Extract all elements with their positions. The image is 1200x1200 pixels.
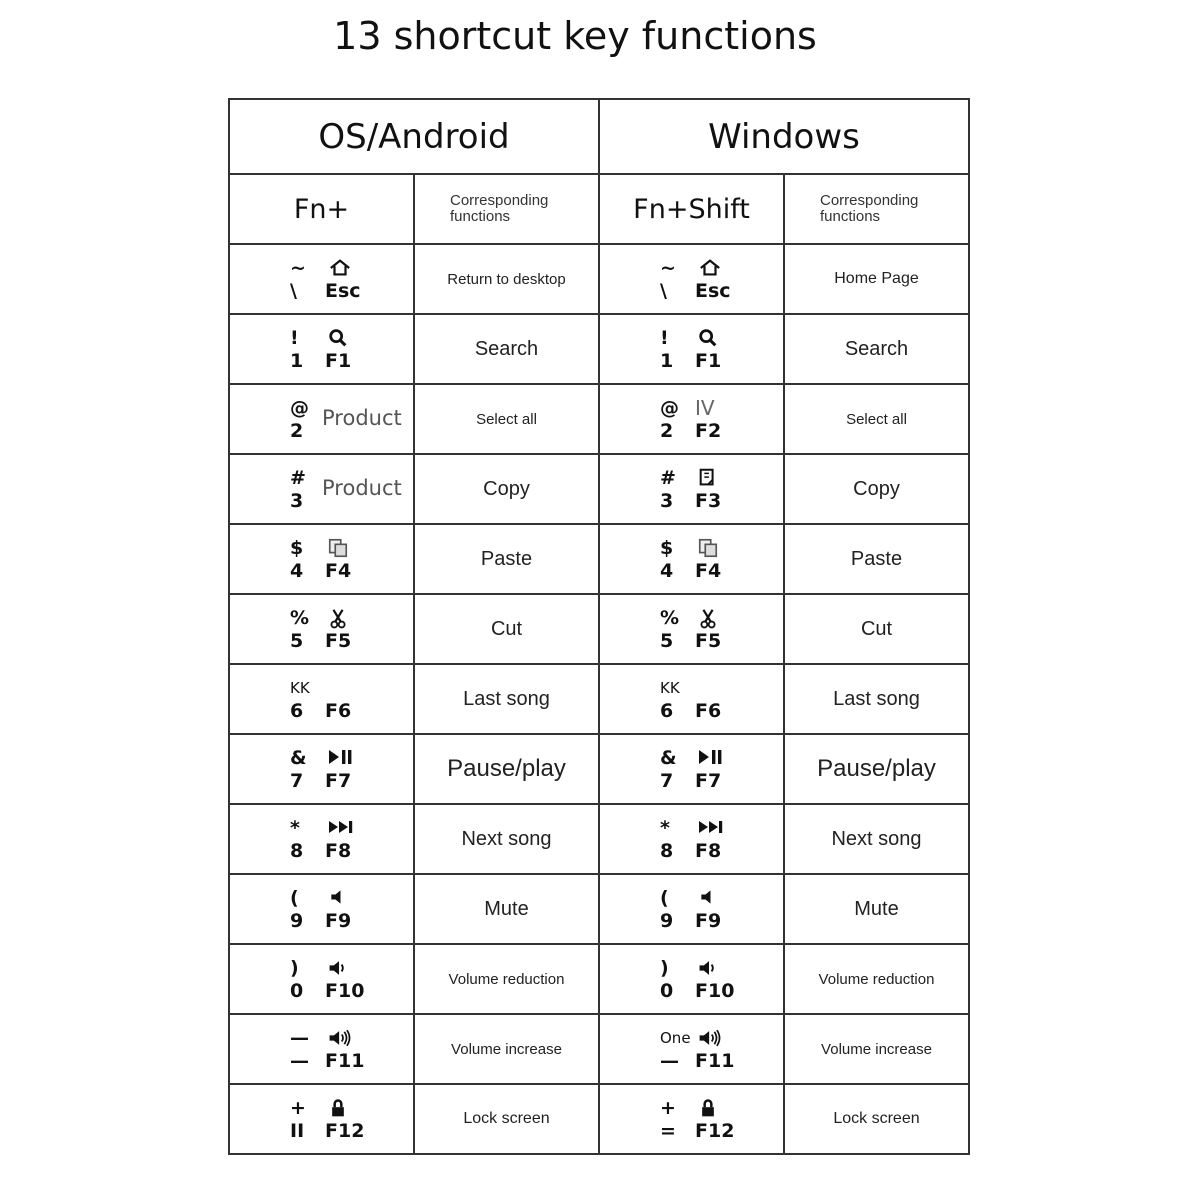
right-function-cell: Last song	[784, 664, 969, 734]
table-row	[229, 454, 969, 524]
right-key-cell	[599, 944, 784, 1014]
right-key-cell	[599, 874, 784, 944]
scissors-icon	[327, 607, 349, 629]
left-key-cell	[229, 734, 414, 804]
key-top-symbol: ~	[290, 257, 306, 279]
left-key-cell	[229, 244, 414, 314]
function-key-label: F8	[695, 840, 722, 862]
right-function-cell: Copy	[784, 454, 969, 524]
key-bottom-symbol: 3	[290, 490, 304, 512]
function-key-label: F3	[695, 490, 722, 512]
next-track-icon	[697, 817, 719, 839]
function-key-label: F11	[325, 1050, 365, 1072]
key-bottom-symbol: 6	[290, 700, 304, 722]
key-bottom-symbol: 8	[290, 840, 304, 862]
mute-icon	[327, 887, 349, 909]
function-key-label: F5	[325, 630, 352, 652]
key-bottom-symbol: 5	[290, 630, 304, 652]
left-key-cell	[229, 664, 414, 734]
table-row	[229, 1014, 969, 1084]
right-function-cell: Select all	[784, 384, 969, 454]
left-key-cell	[229, 804, 414, 874]
right-function-cell: Lock screen	[784, 1084, 969, 1154]
table-row	[229, 384, 969, 454]
copy-icon	[697, 467, 719, 489]
scissors-icon	[697, 607, 719, 629]
page-title: 13 shortcut key functions	[333, 14, 817, 58]
lock-icon	[327, 1097, 349, 1119]
right-function-cell: Next song	[784, 804, 969, 874]
key-bottom-symbol: 4	[290, 560, 304, 582]
right-key-cell	[599, 384, 784, 454]
right-key-cell	[599, 1014, 784, 1084]
left-function-cell: Volume reduction	[414, 944, 599, 1014]
play-pause-icon	[327, 747, 349, 769]
left-function-cell: Copy	[414, 454, 599, 524]
key-bottom-symbol: 9	[290, 910, 304, 932]
left-key-cell	[229, 1014, 414, 1084]
function-key-label: F9	[325, 910, 352, 932]
function-key-label: Esc	[325, 280, 361, 302]
left-function-cell: Volume increase	[414, 1014, 599, 1084]
volume-up-icon	[327, 1027, 349, 1049]
key-top-symbol: @	[290, 397, 309, 419]
key-top-symbol: #	[290, 467, 306, 489]
left-function-cell: Next song	[414, 804, 599, 874]
functions-column-header: Corresponding functions	[414, 174, 599, 244]
key-top-symbol: %	[660, 607, 680, 629]
left-function-cell: Select all	[414, 384, 599, 454]
left-key-cell	[229, 874, 414, 944]
left-function-cell: Last song	[414, 664, 599, 734]
left-key-cell	[229, 524, 414, 594]
function-key-label: F4	[695, 560, 722, 582]
table-row	[229, 314, 969, 384]
left-function-cell: Pause/play	[414, 734, 599, 804]
key-top-symbol: KK	[290, 679, 310, 697]
lock-icon	[697, 1097, 719, 1119]
volume-down-icon	[697, 957, 719, 979]
play-pause-icon	[697, 747, 719, 769]
fn-column-header: Fn+	[229, 174, 414, 244]
function-key-label: F11	[695, 1050, 735, 1072]
key-top-right-label: IV	[695, 396, 715, 420]
function-key-label: F12	[325, 1120, 365, 1142]
right-key-cell	[599, 594, 784, 664]
key-top-symbol: !	[660, 327, 669, 349]
key-top-symbol: &	[290, 747, 307, 769]
key-top-symbol: (	[290, 887, 299, 909]
left-function-cell: Return to desktop	[414, 244, 599, 314]
volume-down-icon	[327, 957, 349, 979]
search-icon	[327, 327, 349, 349]
key-top-symbol: ~	[660, 257, 676, 279]
table-row	[229, 594, 969, 664]
key-bottom-symbol: 3	[660, 490, 674, 512]
function-key-label: F8	[325, 840, 352, 862]
key-top-symbol: +	[290, 1097, 306, 1119]
function-key-label: F10	[325, 980, 365, 1002]
right-key-cell	[599, 1084, 784, 1154]
right-function-cell: Cut	[784, 594, 969, 664]
function-key-label: F9	[695, 910, 722, 932]
left-key-cell	[229, 944, 414, 1014]
right-function-cell: Paste	[784, 524, 969, 594]
volume-up-icon	[697, 1027, 719, 1049]
table-row	[229, 524, 969, 594]
fn-shift-column-header: Fn+Shift	[599, 174, 784, 244]
left-function-cell: Lock screen	[414, 1084, 599, 1154]
right-key-cell	[599, 314, 784, 384]
paste-icon	[697, 537, 719, 559]
left-key-cell	[229, 314, 414, 384]
table-row	[229, 874, 969, 944]
key-bottom-symbol: 5	[660, 630, 674, 652]
key-bottom-symbol: 4	[660, 560, 674, 582]
key-top-symbol: —	[290, 1027, 309, 1049]
windows-header: Windows	[599, 99, 969, 174]
paste-icon	[327, 537, 349, 559]
mute-icon	[697, 887, 719, 909]
right-key-cell	[599, 804, 784, 874]
key-bottom-symbol: 2	[660, 420, 674, 442]
shortcut-table	[228, 98, 970, 1155]
key-top-symbol: @	[660, 397, 679, 419]
function-key-label: F1	[695, 350, 722, 372]
left-key-cell	[229, 1084, 414, 1154]
key-bottom-symbol: =	[660, 1120, 676, 1142]
right-key-cell	[599, 524, 784, 594]
key-top-symbol: )	[660, 957, 669, 979]
key-bottom-symbol: 0	[660, 980, 674, 1002]
right-key-cell	[599, 454, 784, 524]
function-key-label: F6	[695, 700, 722, 722]
right-function-cell: Mute	[784, 874, 969, 944]
key-bottom-symbol: 8	[660, 840, 674, 862]
key-bottom-symbol: 1	[290, 350, 304, 372]
function-key-label: F12	[695, 1120, 735, 1142]
key-top-symbol: (	[660, 887, 669, 909]
home-icon	[697, 257, 719, 279]
table-row	[229, 944, 969, 1014]
right-key-cell	[599, 734, 784, 804]
search-icon	[697, 327, 719, 349]
function-key-label: F4	[325, 560, 352, 582]
function-key-label: F1	[325, 350, 352, 372]
key-top-symbol: $	[290, 537, 304, 559]
functions-column-header: Corresponding functions	[784, 174, 969, 244]
table-row	[229, 244, 969, 314]
key-bottom-symbol: —	[660, 1050, 679, 1072]
key-bottom-symbol: \	[290, 280, 297, 302]
key-product-label: Product	[322, 406, 402, 430]
key-top-symbol: #	[660, 467, 676, 489]
left-function-cell: Search	[414, 314, 599, 384]
function-key-label: F5	[695, 630, 722, 652]
key-bottom-symbol: 7	[290, 770, 304, 792]
left-key-cell	[229, 454, 414, 524]
left-function-cell: Paste	[414, 524, 599, 594]
key-bottom-symbol: 2	[290, 420, 304, 442]
left-function-cell: Cut	[414, 594, 599, 664]
key-bottom-symbol: 6	[660, 700, 674, 722]
function-key-label: F2	[695, 420, 722, 442]
function-key-label: Esc	[695, 280, 731, 302]
key-bottom-symbol: II	[290, 1120, 305, 1142]
key-bottom-symbol: —	[290, 1050, 309, 1072]
right-function-cell: Home Page	[784, 244, 969, 314]
left-function-cell: Mute	[414, 874, 599, 944]
right-key-cell	[599, 244, 784, 314]
right-function-cell: Volume reduction	[784, 944, 969, 1014]
key-top-symbol: *	[660, 817, 670, 839]
key-top-symbol: *	[290, 817, 300, 839]
function-key-label: F10	[695, 980, 735, 1002]
key-top-symbol: !	[290, 327, 299, 349]
key-top-symbol: %	[290, 607, 310, 629]
table-row	[229, 664, 969, 734]
table-row	[229, 1084, 969, 1154]
table-row	[229, 804, 969, 874]
key-bottom-symbol: 1	[660, 350, 674, 372]
os-android-header: OS/Android	[229, 99, 599, 174]
key-bottom-symbol: \	[660, 280, 667, 302]
key-top-symbol: One	[660, 1029, 691, 1047]
function-key-label: F7	[695, 770, 722, 792]
key-product-label: Product	[322, 476, 402, 500]
key-bottom-symbol: 9	[660, 910, 674, 932]
table-row	[229, 734, 969, 804]
home-icon	[327, 257, 349, 279]
left-key-cell	[229, 384, 414, 454]
key-top-symbol: )	[290, 957, 299, 979]
right-key-cell	[599, 664, 784, 734]
right-function-cell: Pause/play	[784, 734, 969, 804]
key-bottom-symbol: 0	[290, 980, 304, 1002]
key-top-symbol: KK	[660, 679, 680, 697]
key-top-symbol: &	[660, 747, 677, 769]
key-bottom-symbol: 7	[660, 770, 674, 792]
right-function-cell: Search	[784, 314, 969, 384]
key-top-symbol: +	[660, 1097, 676, 1119]
key-top-symbol: $	[660, 537, 674, 559]
function-key-label: F7	[325, 770, 352, 792]
left-key-cell	[229, 594, 414, 664]
function-key-label: F6	[325, 700, 352, 722]
right-function-cell: Volume increase	[784, 1014, 969, 1084]
next-track-icon	[327, 817, 349, 839]
